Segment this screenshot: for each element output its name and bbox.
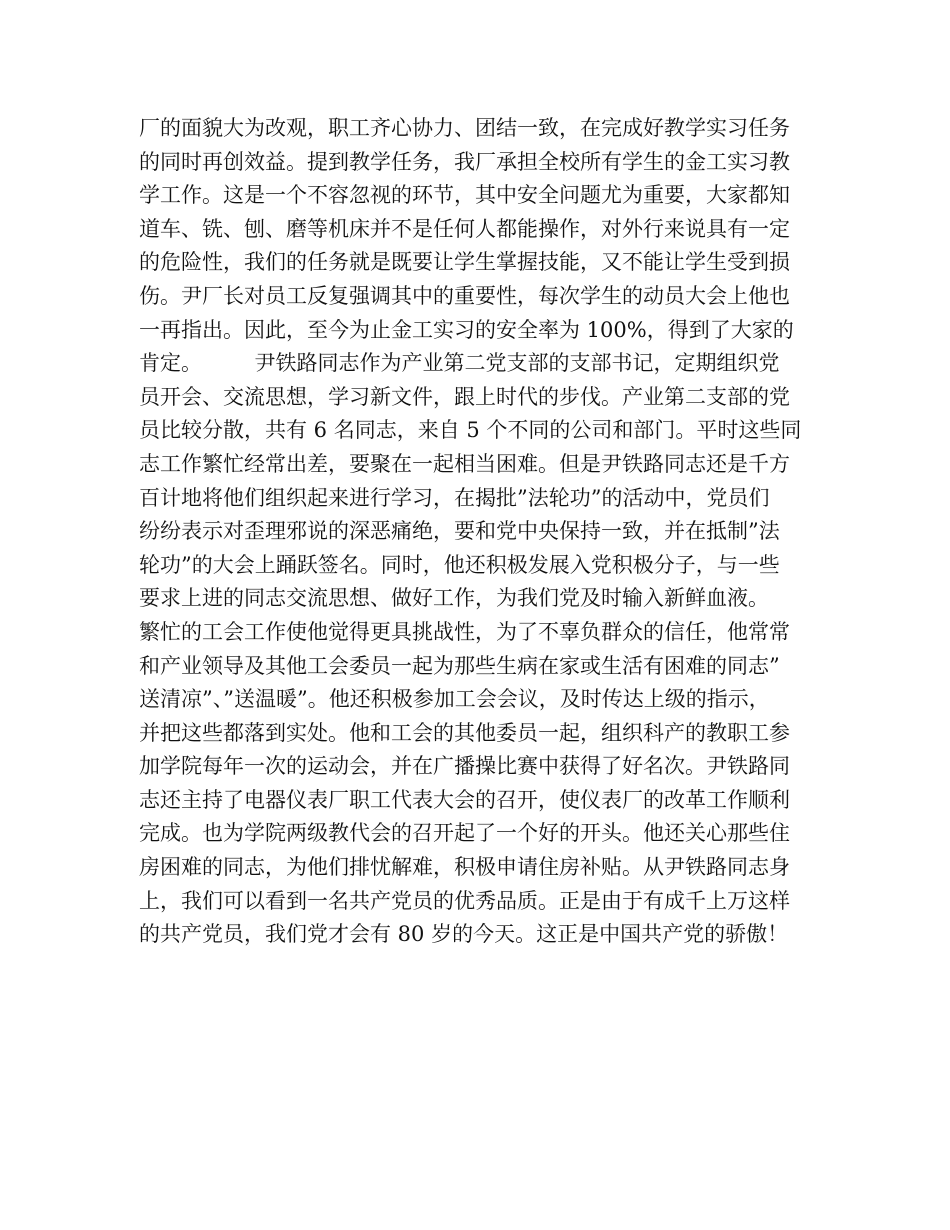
text-line: 房困难的同志，为他们排忧解难，积极申请住房补贴。从尹铁路同志身 — [139, 855, 790, 880]
text-line: 的共产党员，我们党才会有 80 岁的今天。这正是中国共产党的骄傲！ — [139, 922, 789, 947]
body-text — [139, 112, 829, 952]
text-line: 道车、铣、刨、磨等机床并不是任何人都能操作，对外行来说具有一定 — [139, 216, 790, 241]
text-line: 繁忙的工会工作使他觉得更具挑战性，为了不辜负群众的信任，他常常 — [139, 619, 790, 644]
text-line: 上，我们可以看到一名共产党员的优秀品质。正是由于有成千上万这样 — [139, 888, 790, 913]
text-line: 志工作繁忙经常出差，要聚在一起相当困难。但是尹铁路同志还是千方 — [139, 451, 790, 476]
text-line: 加学院每年一次的运动会，并在广播操比赛中获得了好名次。尹铁路同 — [139, 754, 790, 779]
text-line: 员开会、交流思想，学习新文件，跟上时代的步伐。产业第二支部的党 — [139, 384, 790, 409]
text-line: 完成。也为学院两级教代会的召开起了一个好的开头。他还关心那些住 — [139, 821, 790, 846]
text-line: 厂的面貌大为改观，职工齐心协力、团结一致，在完成好教学实习任务 — [139, 116, 790, 140]
text-line: 肯定。 尹铁路同志作为产业第二党支部的支部书记，定期组织党 — [139, 351, 780, 376]
text-line: 伤。尹厂长对员工反复强调其中的重要性，每次学生的动员大会上他也 — [139, 283, 790, 308]
text-line: 学工作。这是一个不容忽视的环节，其中安全问题尤为重要，大家都知 — [139, 183, 790, 208]
text-line: 志还主持了电器仪表厂职工代表大会的召开，使仪表厂的改革工作顺利 — [139, 787, 790, 812]
text-line: 送清凉”、”送温暖”。他还积极参加工会会议，及时传达上级的指示， — [139, 687, 770, 712]
text-line: 的同时再创效益。提到教学任务，我厂承担全校所有学生的金工实习教 — [139, 149, 790, 174]
text-line: 纷纷表示对歪理邪说的深恶痛绝，要和党中央保持一致，并在抵制”法 — [139, 519, 780, 544]
text-line: 要求上进的同志交流思想、做好工作，为我们党及时输入新鲜血液。 — [139, 586, 769, 611]
text-line: 和产业领导及其他工会委员一起为那些生病在家或生活有困难的同志” — [139, 653, 780, 678]
text-line: 员比较分散，共有 6 名同志，来自 5 个不同的公司和部门。平时这些同 — [139, 418, 802, 443]
text-line: 一再指出。因此，至今为止金工实习的安全率为 100%，得到了大家的 — [139, 317, 794, 342]
text-line: 百计地将他们组织起来进行学习，在揭批”法轮功”的活动中，党员们 — [139, 485, 770, 510]
text-line: 并把这些都落到实处。他和工会的其他委员一起，组织科产的教职工参 — [139, 720, 790, 745]
text-line: 轮功”的大会上踊跃签名。同时，他还积极发展入党积极分子，与一些 — [139, 552, 780, 577]
text-line: 的危险性，我们的任务就是既要让学生掌握技能，又不能让学生受到损 — [139, 250, 790, 275]
